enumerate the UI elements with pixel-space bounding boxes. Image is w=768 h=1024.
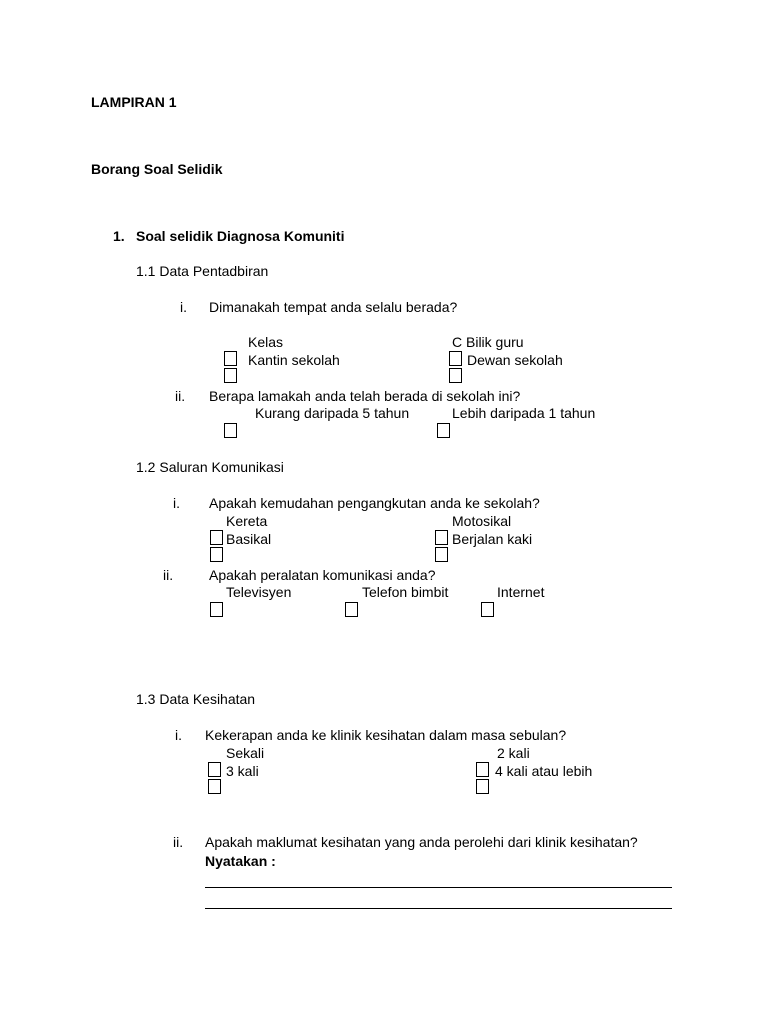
section-number: 1. [113, 228, 125, 244]
question-duration: Berapa lamakah anda telah berada di sekolah ini? [209, 388, 521, 404]
subsection-title-data-kesihatan: 1.3 Data Kesihatan [136, 691, 256, 707]
answer-line[interactable] [205, 908, 672, 909]
question-number: i. [173, 495, 180, 511]
question-number: ii. [173, 834, 184, 850]
checkbox-bilik-guru[interactable] [449, 351, 462, 366]
checkbox-internet[interactable] [481, 602, 494, 617]
checkbox-kereta[interactable] [210, 530, 223, 545]
checkbox-2-kali[interactable] [476, 762, 489, 777]
option-label-2-kali: 2 kali [497, 745, 530, 761]
option-label-sekali: Sekali [226, 745, 265, 761]
checkbox-motosikal[interactable] [435, 530, 448, 545]
subsection-title-saluran-komunikasi: 1.2 Saluran Komunikasi [136, 459, 284, 475]
option-label-internet: Internet [497, 584, 545, 600]
form-title: Borang Soal Selidik [91, 161, 223, 177]
checkbox-kurang-5-tahun[interactable] [224, 423, 237, 438]
checkbox-basikal[interactable] [210, 547, 223, 562]
page-title: LAMPIRAN 1 [91, 94, 177, 110]
option-label-motosikal: Motosikal [452, 513, 512, 529]
question-number: i. [180, 299, 187, 315]
checkbox-3-kali[interactable] [208, 779, 221, 794]
question-number: i. [175, 727, 182, 743]
question-health-info: Apakah maklumat kesihatan yang anda perolehi dari klinik kesihatan? [205, 834, 638, 850]
option-label-kelas: Kelas [248, 334, 284, 350]
checkbox-kelas[interactable] [224, 351, 237, 366]
checkbox-4-kali-atau-lebih[interactable] [476, 779, 489, 794]
option-label-basikal: Basikal [226, 531, 272, 547]
option-label-kantin-sekolah: Kantin sekolah [248, 352, 340, 368]
checkbox-sekali[interactable] [208, 762, 221, 777]
option-label-televisyen: Televisyen [226, 584, 292, 600]
instruction-nyatakan: Nyatakan : [205, 853, 276, 869]
checkbox-lebih-1-tahun[interactable] [437, 423, 450, 438]
section-title: Soal selidik Diagnosa Komuniti [136, 228, 345, 244]
checkbox-berjalan-kaki[interactable] [435, 547, 448, 562]
option-label-kereta: Kereta [226, 513, 268, 529]
option-label-lebih-1-tahun: Lebih daripada 1 tahun [452, 405, 596, 421]
option-label-dewan-sekolah: Dewan sekolah [467, 352, 563, 368]
answer-line[interactable] [205, 887, 672, 888]
option-label-bilik-guru: C Bilik guru [452, 334, 524, 350]
question-location: Dimanakah tempat anda selalu berada? [209, 299, 458, 315]
subsection-title-data-pentadbiran: 1.1 Data Pentadbiran [136, 263, 269, 279]
question-number: ii. [175, 388, 186, 404]
question-communication: Apakah peralatan komunikasi anda? [209, 567, 436, 583]
question-transport: Apakah kemudahan pengangkutan anda ke sekolah? [209, 495, 540, 511]
option-label-telefon-bimbit: Telefon bimbit [362, 584, 449, 600]
option-label-kurang-5-tahun: Kurang daripada 5 tahun [255, 405, 410, 421]
checkbox-telefon-bimbit[interactable] [345, 602, 358, 617]
option-label-berjalan-kaki: Berjalan kaki [452, 531, 533, 547]
checkbox-dewan-sekolah[interactable] [449, 368, 462, 383]
option-label-3-kali: 3 kali [226, 763, 259, 779]
option-label-4-kali-atau-lebih: 4 kali atau lebih [495, 763, 593, 779]
question-clinic-frequency: Kekerapan anda ke klinik kesihatan dalam masa sebulan? [205, 727, 567, 743]
checkbox-televisyen[interactable] [210, 602, 223, 617]
question-number: ii. [163, 567, 174, 583]
checkbox-kantin-sekolah[interactable] [224, 368, 237, 383]
